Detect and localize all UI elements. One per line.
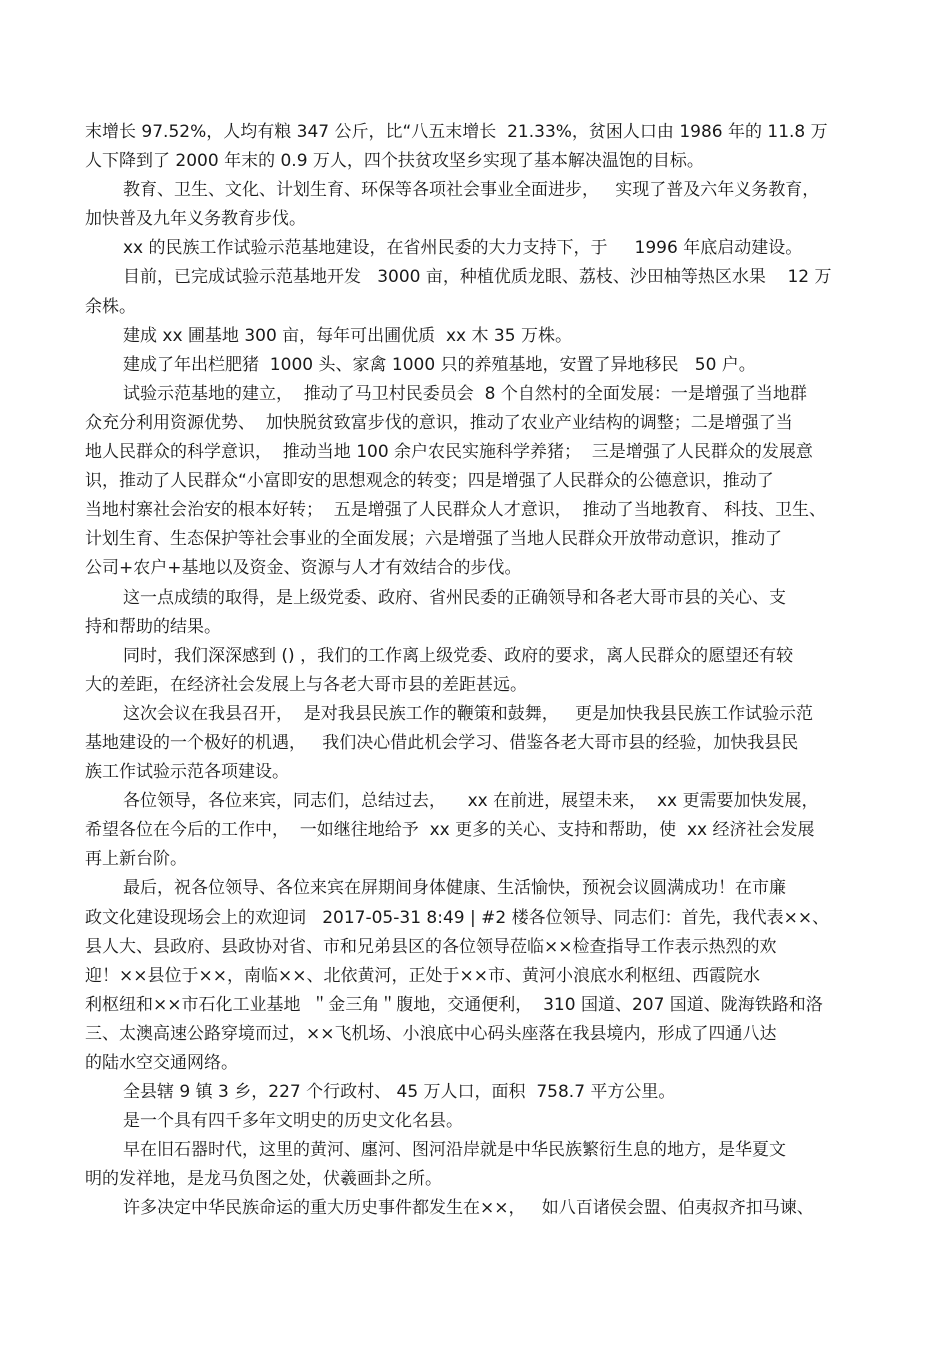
text-line: 教育、卫生、文化、计划生育、环保等各项社会事业全面进步， 实现了普及六年义务教育， <box>123 180 820 201</box>
text-line: 当地村寨社会治安的根本好转； 五是增强了人民群众人才意识， 推动了当地教育、 科技、卫生、 <box>85 500 827 521</box>
text-line: 各位领导，各位来宾，同志们，总结过去， xx 在前进，展望未来， xx 更需要加快发展， <box>123 791 819 812</box>
text-line: 识，推动了人民群众“小富即安的思想观念的转变；四是增强了人民群众的公德意识，推动了 <box>85 471 774 492</box>
text-line: 县人大、县政府、县政协对省、市和兄弟县区的各位领导莅临××检查指导工作表示热烈的欢 <box>85 936 777 957</box>
text-line: 这一点成绩的取得，是上级党委、政府、省州民委的正确领导和各老大哥市县的关心、支 <box>123 587 786 608</box>
text-line: 再上新台阶。 <box>85 849 187 870</box>
text-line: 基地建设的一个极好的机遇， 我们决心借此机会学习、借鉴各老大哥市县的经验，加快我县民 <box>85 732 799 753</box>
text-line: 持和帮助的结果。 <box>85 616 221 637</box>
text-line: 试验示范基地的建立， 推动了马卫村民委员会 8 个自然村的全面发展：一是增强了当地群 <box>123 383 807 404</box>
text-line: 族工作试验示范各项建设。 <box>85 762 289 783</box>
text-line: 建成 xx 圃基地 300 亩，每年可出圃优质 xx 木 35 万株。 <box>123 325 572 346</box>
text-line: 早在旧石器时代，这里的黄河、廛河、图河沿岸就是中华民族繁衍生息的地方，是华夏文 <box>123 1140 786 1161</box>
text-line: 全县辖 9 镇 3 乡，227 个行政村、 45 万人口，面积 758.7 平方公里。 <box>123 1082 676 1103</box>
text-line: 地人民群众的科学意识， 推动当地 100 余户农民实施科学养猪； 三是增强了人民群众的发展意 <box>85 442 813 463</box>
text-line: 明的发祥地，是龙马负图之处，伏羲画卦之所。 <box>85 1169 442 1190</box>
text-line: 是一个具有四千多年文明史的历史文化名县。 <box>123 1111 463 1132</box>
text-line: 人下降到了 2000 年末的 0.9 万人，四个扶贫攻坚乡实现了基本解决温饱的目标。 <box>85 151 704 172</box>
text-line: 三、太澳高速公路穿境而过，××飞机场、小浪底中心码头座落在我县境内，形成了四通八达 <box>85 1023 777 1044</box>
text-line: 计划生育、生态保护等社会事业的全面发展；六是增强了当地人民群众开放带动意识，推动了 <box>85 529 782 550</box>
text-line: 利枢纽和××市石化工业基地 ＂金三角＂腹地，交通便利， 310 国道、207 国道、陇海铁路和洛 <box>85 994 823 1015</box>
text-line: 希望各位在今后的工作中， 一如继往地给予 xx 更多的关心、支持和帮助，使 xx 经济社会发展 <box>85 820 815 841</box>
document-body <box>85 118 865 1224</box>
text-line: xx 的民族工作试验示范基地建设，在省州民委的大力支持下，于 1996 年底启动建设。 <box>123 238 803 259</box>
text-line: 的陆水空交通网络。 <box>85 1053 238 1073</box>
text-line: 加快普及九年义务教育步伐。 <box>85 209 306 230</box>
text-line: 众充分利用资源优势、 加快脱贫致富步伐的意识，推动了农业产业结构的调整；二是增强了当 <box>85 412 793 433</box>
text-line: 末增长 97.52%，人均有粮 347 公斤，比“八五末增长 21.33%，贫困人口由 1986 年的 11.8 万 <box>85 122 828 142</box>
text-line: 政文化建设现场会上的欢迎词 2017-05-31 8:49 | #2 楼各位领导、同志们：首先，我代表××、 <box>85 907 830 928</box>
text-line: 许多决定中华民族命运的重大历史事件都发生在××， 如八百诸侯会盟、伯夷叔齐扣马谏、 <box>123 1198 814 1219</box>
text-line: 余株。 <box>85 296 136 317</box>
text-line: 这次会议在我县召开， 是对我县民族工作的鞭策和鼓舞， 更是加快我县民族工作试验示范 <box>123 703 814 724</box>
text-line: 同时，我们深深感到 () ，我们的工作离上级党委、政府的要求，离人民群众的愿望还有较 <box>123 645 794 666</box>
text-line: 建成了年出栏肥猪 1000 头、家禽 1000 只的养殖基地，安置了异地移民 50 户。 <box>123 354 756 375</box>
text-line: 迎！××县位于××，南临××、北依黄河，正处于××市、黄河小浪底水利枢纽、西霞院水 <box>85 965 760 986</box>
text-line: 大的差距，在经济社会发展上与各老大哥市县的差距甚远。 <box>85 674 527 695</box>
text-line: 公司+农户+基地以及资金、资源与人才有效结合的步伐。 <box>85 558 522 579</box>
text-line: 目前，已完成试验示范基地开发 3000 亩，种植优质龙眼、荔枝、沙田柚等热区水果 12 万 <box>123 267 832 288</box>
text-line: 最后，祝各位领导、各位来宾在屏期间身体健康、生活愉快，预祝会议圆满成功！在市廉 <box>123 878 786 899</box>
